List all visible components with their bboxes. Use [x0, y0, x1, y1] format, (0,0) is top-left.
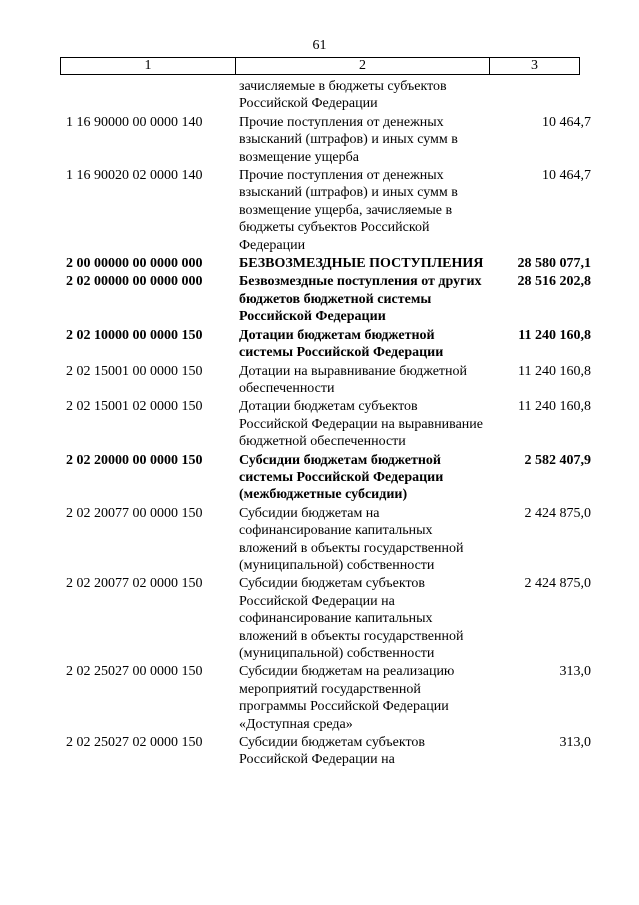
row-code: 2 02 15001 00 0000 150	[66, 363, 203, 379]
row-amount: 313,0	[559, 735, 591, 751]
row-code: 1 16 90000 00 0000 140	[66, 114, 203, 130]
row-amount: 10 464,7	[542, 114, 591, 130]
row-code: 2 02 00000 00 0000 000	[66, 274, 203, 290]
row-name: БЕЗВОЗМЕЗДНЫЕ ПОСТУПЛЕНИЯ	[239, 256, 484, 272]
row-amount: 2 424 875,0	[524, 505, 591, 521]
table-row	[0, 167, 639, 254]
header-col-2: 2	[236, 58, 490, 74]
table-row	[0, 398, 639, 450]
row-code: 2 02 25027 02 0000 150	[66, 735, 203, 751]
table-row	[0, 452, 639, 504]
row-name: Прочие поступления от денежных взысканий (штрафов) и иных сумм в возмещение ущерба, зачисляемые в бюджеты субъектов Российской Федерации	[239, 168, 458, 253]
row-name: Дотации на выравнивание бюджетной обеспеченности	[239, 363, 468, 396]
row-amount: 11 240 160,8	[518, 327, 591, 343]
row-name: зачисляемые в бюджеты субъектов Российской Федерации	[239, 79, 447, 112]
row-code: 1 16 90020 02 0000 140	[66, 168, 203, 184]
header-col-3: 3	[531, 58, 538, 73]
row-amount: 10 464,7	[542, 168, 591, 184]
row-amount: 313,0	[559, 664, 591, 680]
row-amount: 28 580 077,1	[517, 256, 591, 272]
table-row	[0, 114, 639, 166]
table-row	[0, 505, 639, 575]
row-name: Субсидии бюджетам на софинансирование капитальных вложений в объекты государственной (муниципальной) собственности	[239, 505, 464, 573]
row-code: 2 02 20077 02 0000 150	[66, 576, 203, 592]
row-amount	[487, 78, 591, 113]
row-amount: 2 582 407,9	[524, 452, 591, 468]
row-name: Дотации бюджетам бюджетной системы Российской Федерации	[239, 327, 444, 361]
row-name: Дотации бюджетам субъектов Российской Федерации на выравнивание бюджетной обеспеченности	[239, 399, 483, 450]
table-row	[0, 273, 639, 325]
row-amount: 28 516 202,8	[517, 274, 591, 290]
table-row	[0, 663, 639, 733]
table-row	[0, 363, 639, 398]
table-row	[0, 734, 639, 769]
table-row	[0, 327, 639, 362]
row-name: Субсидии бюджетам субъектов Российской Федерации на	[239, 735, 426, 768]
row-code	[0, 78, 235, 113]
row-code: 2 00 00000 00 0000 000	[66, 256, 203, 272]
row-code: 2 02 20000 00 0000 150	[66, 452, 203, 468]
row-name: Безвозмездные поступления от других бюджетов бюджетной системы Российской Федерации	[239, 274, 482, 325]
row-amount: 2 424 875,0	[524, 576, 591, 592]
row-amount: 11 240 160,8	[518, 399, 591, 415]
row-name: Прочие поступления от денежных взысканий (штрафов) и иных сумм в возмещение ущерба	[239, 114, 458, 165]
row-name: Субсидии бюджетам на реализацию мероприятий государственной программы Российской Федерации «Доступная среда»	[239, 664, 455, 732]
table-row	[0, 255, 639, 272]
table-header	[60, 57, 580, 75]
table-row	[0, 575, 639, 662]
row-code: 2 02 15001 02 0000 150	[66, 399, 203, 415]
row-name: Субсидии бюджетам субъектов Российской Федерации на софинансирование капитальных вложений в объекты государственной (муниципальной) собственности	[239, 576, 464, 661]
row-code: 2 02 25027 00 0000 150	[66, 664, 203, 680]
table-body	[0, 78, 639, 770]
row-name: Субсидии бюджетам бюджетной системы Российской Федерации (межбюджетные субсидии)	[239, 452, 444, 503]
row-code: 2 02 10000 00 0000 150	[66, 327, 203, 343]
row-code: 2 02 20077 00 0000 150	[66, 505, 203, 521]
table-row	[0, 78, 639, 113]
row-amount: 11 240 160,8	[518, 363, 591, 379]
header-col-1: 1	[61, 58, 236, 74]
page-number: 61	[312, 38, 327, 53]
